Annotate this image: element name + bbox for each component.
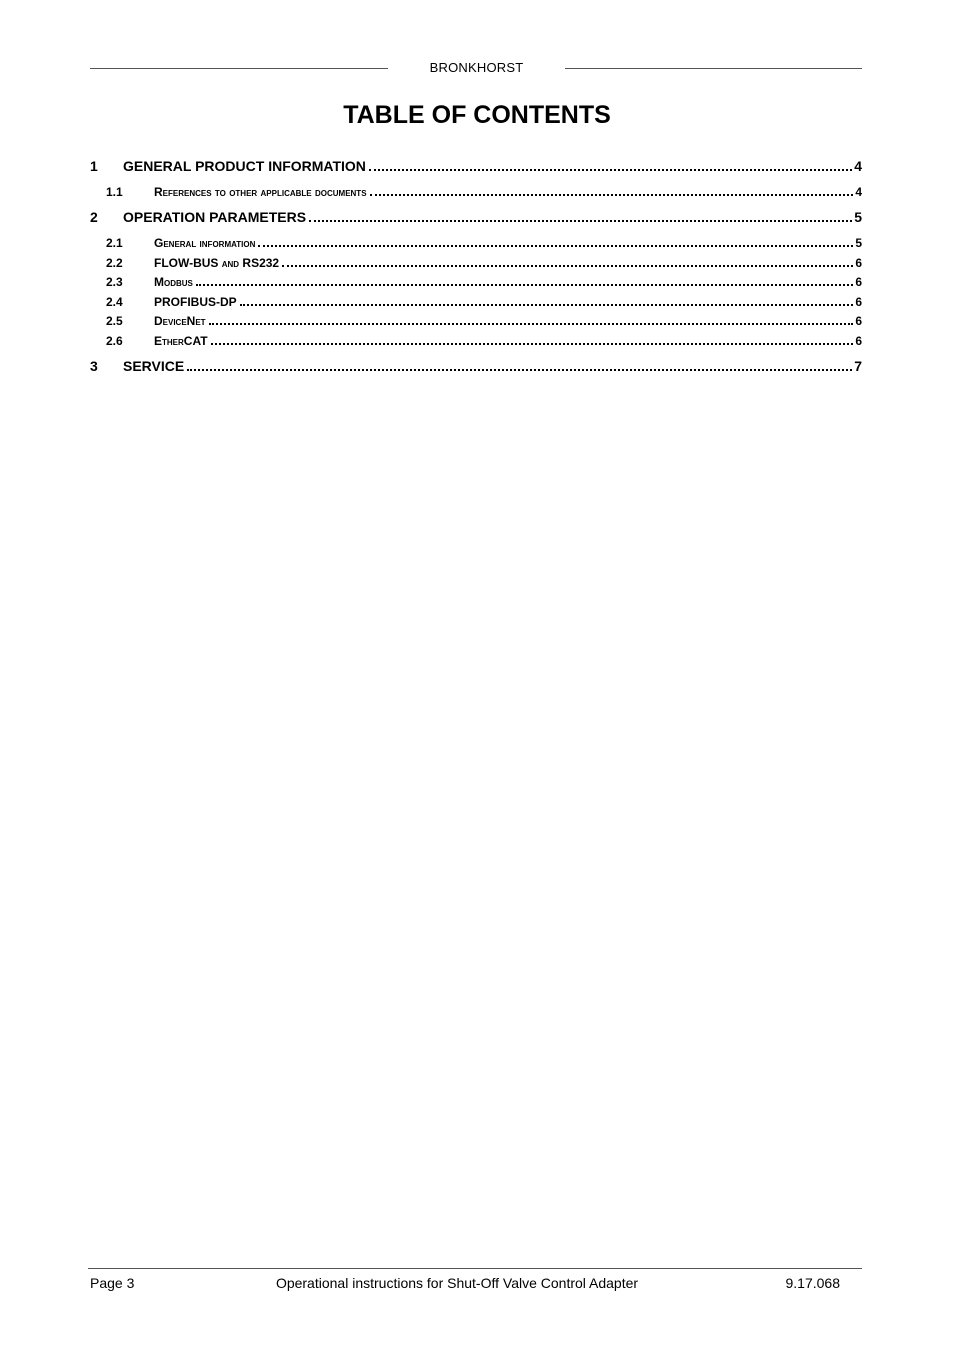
toc-entry[interactable] bbox=[90, 234, 862, 252]
toc-entry-page: 4 bbox=[854, 158, 862, 174]
page-title: TABLE OF CONTENTS bbox=[343, 101, 611, 129]
toc-leader-dots bbox=[211, 343, 854, 345]
toc-entry-page: 6 bbox=[855, 295, 862, 309]
toc-entry-title: PROFIBUS-DP bbox=[154, 295, 237, 309]
header-rule-left bbox=[90, 68, 388, 69]
toc-entry-title: References to other applicable documents bbox=[154, 185, 367, 199]
toc-entry-page: 7 bbox=[854, 358, 862, 374]
toc-entry-number: 2.4 bbox=[106, 295, 123, 309]
toc-entry-page: 5 bbox=[855, 236, 862, 250]
toc-leader-dots bbox=[258, 245, 853, 247]
toc-entry-title: DeviceNet bbox=[154, 314, 206, 328]
toc-entry-number: 1.1 bbox=[106, 185, 123, 199]
toc-entry[interactable] bbox=[90, 332, 862, 350]
toc-entry[interactable] bbox=[90, 183, 862, 201]
toc-entry-page: 5 bbox=[854, 209, 862, 225]
toc-leader-dots bbox=[209, 323, 854, 325]
toc-entry[interactable] bbox=[90, 273, 862, 291]
toc-entry-title: SERVICE bbox=[123, 358, 185, 374]
toc-entry[interactable] bbox=[90, 293, 862, 311]
toc-leader-dots bbox=[187, 369, 852, 371]
toc-entry-number: 2.2 bbox=[106, 256, 123, 270]
toc-entry-page: 6 bbox=[855, 256, 862, 270]
toc-leader-dots bbox=[369, 169, 852, 171]
toc-entry-number: 2.1 bbox=[106, 236, 123, 250]
toc-entry-page: 6 bbox=[855, 334, 862, 348]
toc-entry-number: 3 bbox=[90, 358, 98, 374]
toc-entry-page: 4 bbox=[855, 185, 862, 199]
toc-leader-dots bbox=[282, 265, 853, 267]
toc-leader-dots bbox=[309, 220, 852, 222]
toc-entry[interactable] bbox=[90, 254, 862, 272]
toc-entry-number: 1 bbox=[90, 158, 98, 174]
toc-entry-number: 2.3 bbox=[106, 275, 123, 289]
toc-entry[interactable] bbox=[90, 207, 862, 227]
footer-page-number: Page 3 bbox=[90, 1275, 135, 1291]
toc-entry[interactable] bbox=[90, 356, 862, 376]
footer-document-number: 9.17.068 bbox=[785, 1275, 840, 1291]
page-footer bbox=[88, 1268, 862, 1299]
toc-entry-number: 2.6 bbox=[106, 334, 123, 348]
toc-leader-dots bbox=[370, 194, 854, 196]
toc-entry-number: 2 bbox=[90, 209, 98, 225]
toc-entry-title: General information bbox=[154, 236, 256, 250]
toc-entry-title: FLOW-BUS and RS232 bbox=[154, 256, 280, 270]
footer-document-title: Operational instructions for Shut-Off Valve Control Adapter bbox=[275, 1275, 639, 1291]
toc-leader-dots bbox=[240, 304, 854, 306]
toc-entry[interactable] bbox=[90, 312, 862, 330]
header-company: BRONKHORST bbox=[429, 60, 524, 75]
toc-entry-title: Modbus bbox=[154, 275, 193, 289]
toc-entry[interactable] bbox=[90, 156, 862, 176]
toc-entry-page: 6 bbox=[855, 275, 862, 289]
toc-entry-number: 2.5 bbox=[106, 314, 123, 328]
toc-leader-dots bbox=[196, 284, 853, 286]
page-header bbox=[90, 58, 862, 78]
toc-entry-title: EtherCAT bbox=[154, 334, 208, 348]
toc-entry-title: GENERAL PRODUCT INFORMATION bbox=[123, 158, 366, 174]
toc-entry-page: 6 bbox=[855, 314, 862, 328]
toc-entry-title: OPERATION PARAMETERS bbox=[123, 209, 307, 225]
header-rule-right bbox=[565, 68, 862, 69]
